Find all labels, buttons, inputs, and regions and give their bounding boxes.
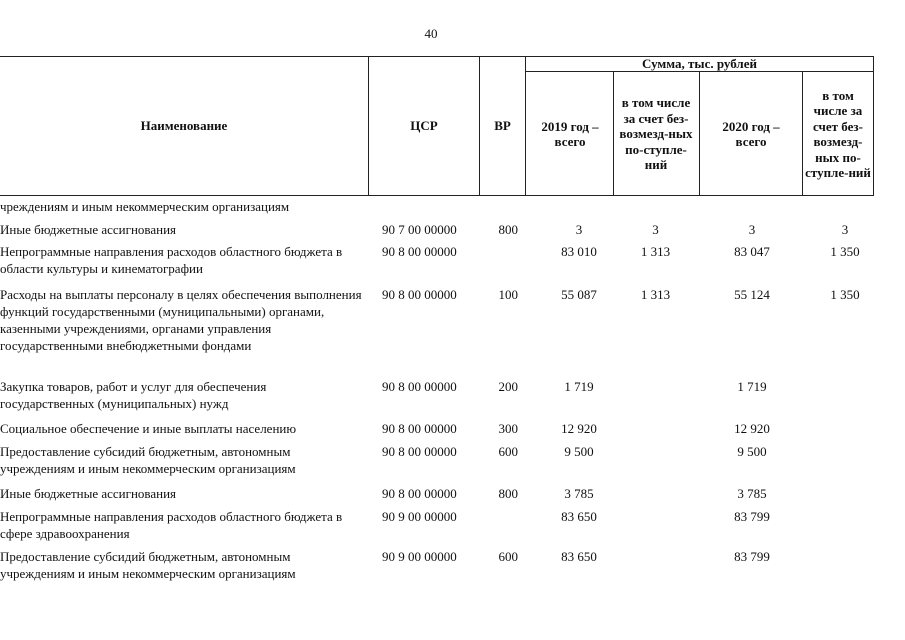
row-sum-2019: 83 650	[561, 549, 597, 564]
row-sum-2019: 12 920	[561, 421, 597, 436]
row-vr: 800	[498, 486, 518, 501]
row-sum-2019-free: 3	[652, 222, 659, 237]
row-sum-2020: 3	[748, 222, 756, 237]
row-name: Иные бюджетные ассигнования	[0, 222, 177, 237]
row-sum-2020-free: 1 350	[830, 244, 860, 259]
row-vr: 300	[498, 421, 518, 436]
row-name: Закупка товаров, работ и услуг для обеспечения государственных (муниципальных) нужд	[0, 379, 267, 411]
row-sum-2020: 83 799	[734, 509, 770, 524]
header-2020-free: в том числе за счет без-возмезд-ных по-ступле-ний	[805, 87, 871, 180]
row-csr: 90 8 00 00000	[382, 379, 457, 394]
row-sum-2020-free: 1 350	[830, 287, 860, 302]
row-sum-2019: 55 087	[561, 287, 597, 302]
row-sum-2019-free: 1 313	[640, 244, 671, 259]
row-sum-2020: 1 719	[737, 379, 767, 394]
header-2019-free: в том числе за счет без-возмезд-ных по-ступле-ний	[619, 95, 693, 173]
row-vr: 100	[498, 287, 518, 302]
header-2019-total: 2019 год – всего	[541, 118, 599, 149]
row-sum-2019: 1 719	[564, 379, 594, 394]
row-name: Непрограммные направления расходов областного бюджета в области культуры и кинематографии	[0, 244, 343, 276]
row-name: Предоставление субсидий бюджетным, автономным учреждениям и иным некоммерческим организациям	[0, 549, 296, 581]
row-name: Непрограммные направления расходов областного бюджета в сфере здравоохранения	[0, 509, 343, 541]
row-sum-2019-free: 1 313	[640, 287, 671, 302]
header-csr: ЦСР	[410, 118, 438, 134]
row-sum-2019: 83 010	[561, 244, 597, 259]
header-name: Наименование	[140, 118, 228, 134]
row-csr: 90 8 00 00000	[382, 421, 457, 436]
row-sum-2020: 9 500	[737, 444, 767, 459]
row-sum-2020: 83 799	[734, 549, 770, 564]
row-sum-2020: 55 124	[734, 287, 770, 302]
row-csr: 90 8 00 00000	[382, 244, 457, 259]
row-sum-2020: 83 047	[734, 244, 770, 259]
row-csr: 90 8 00 00000	[382, 287, 457, 302]
row-csr: 90 7 00 00000	[382, 222, 457, 237]
row-name: чреждениям и иным некоммерческим организациям	[0, 199, 290, 214]
page-number: 40	[424, 26, 438, 41]
row-csr: 90 9 00 00000	[382, 549, 457, 564]
row-vr: 600	[498, 444, 518, 459]
row-sum-2020: 3 785	[737, 486, 767, 501]
row-vr: 600	[498, 549, 518, 564]
row-sum-2019: 3	[575, 222, 583, 237]
row-sum-2019: 3 785	[564, 486, 594, 501]
header-2020-total: 2020 год – всего	[722, 118, 780, 149]
row-vr: 800	[498, 222, 518, 237]
row-name: Социальное обеспечение и иные выплаты населению	[0, 421, 297, 436]
header-vr: ВР	[494, 118, 511, 134]
header-sum-group: Сумма, тыс. рублей	[642, 55, 757, 71]
row-name: Предоставление субсидий бюджетным, автономным учреждениям и иным некоммерческим организациям	[0, 444, 296, 476]
row-csr: 90 8 00 00000	[382, 486, 457, 501]
row-csr: 90 9 00 00000	[382, 509, 457, 524]
row-sum-2020-free: 3	[841, 222, 849, 237]
row-vr: 200	[498, 379, 518, 394]
row-name: Иные бюджетные ассигнования	[0, 486, 177, 501]
row-sum-2019: 83 650	[561, 509, 597, 524]
row-sum-2020: 12 920	[734, 421, 770, 436]
row-name: Расходы на выплаты персоналу в целях обеспечения выполнения функций государственными (муниципальными) органами, казенными учреждениями, органами управления государственными внебюджетными фондами	[0, 287, 362, 353]
row-sum-2019: 9 500	[564, 444, 594, 459]
table-header	[0, 56, 874, 196]
row-csr: 90 8 00 00000	[382, 444, 457, 459]
